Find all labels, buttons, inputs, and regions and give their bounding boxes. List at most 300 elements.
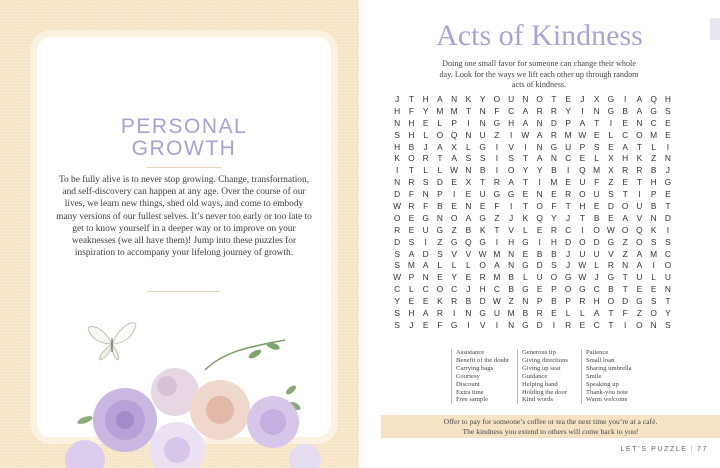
grid-letter[interactable]: G <box>493 117 501 128</box>
grid-letter[interactable]: T <box>622 272 628 283</box>
grid-letter[interactable]: F <box>494 105 500 116</box>
grid-letter[interactable]: E <box>608 212 614 223</box>
grid-letter[interactable]: N <box>650 212 657 223</box>
grid-letter[interactable]: W <box>492 296 501 307</box>
grid-letter[interactable]: T <box>437 153 443 164</box>
grid-letter[interactable]: T <box>551 94 557 104</box>
grid-letter[interactable]: S <box>394 260 400 271</box>
grid-letter[interactable]: O <box>536 94 543 104</box>
grid-letter[interactable]: M <box>650 129 658 140</box>
grid-letter[interactable]: O <box>664 260 672 271</box>
grid-letter[interactable]: S <box>394 129 400 140</box>
grid-letter[interactable]: N <box>636 117 643 128</box>
grid-letter[interactable]: V <box>451 248 457 259</box>
grid-letter[interactable]: O <box>436 129 444 140</box>
grid-letter[interactable]: A <box>536 129 543 140</box>
grid-letter[interactable]: W <box>478 248 487 259</box>
grid-letter[interactable]: H <box>550 236 557 247</box>
grid-letter[interactable]: A <box>408 248 415 259</box>
grid-letter[interactable]: B <box>522 308 529 319</box>
grid-letter[interactable]: O <box>607 296 615 307</box>
grid-letter[interactable]: T <box>622 284 628 295</box>
grid-letter[interactable]: H <box>479 284 486 295</box>
grid-letter[interactable]: W <box>521 129 530 140</box>
grid-letter[interactable]: N <box>422 189 429 200</box>
grid-letter[interactable]: V <box>636 212 643 223</box>
grid-letter[interactable]: T <box>636 141 642 152</box>
grid-letter[interactable]: Z <box>508 296 514 307</box>
grid-letter[interactable]: J <box>566 212 571 223</box>
grid-letter[interactable]: E <box>593 129 600 140</box>
grid-letter[interactable]: L <box>437 165 443 176</box>
grid-letter[interactable]: B <box>593 212 600 223</box>
grid-letter[interactable]: N <box>465 308 472 319</box>
grid-letter[interactable]: N <box>622 260 629 271</box>
grid-letter[interactable]: G <box>522 260 529 271</box>
grid-letter[interactable]: N <box>508 260 515 271</box>
grid-letter[interactable]: G <box>607 236 615 247</box>
grid-letter[interactable]: H <box>508 236 515 247</box>
grid-letter[interactable]: I <box>538 236 541 247</box>
grid-letter[interactable]: A <box>437 141 443 152</box>
grid-letter[interactable]: F <box>551 201 557 212</box>
grid-letter[interactable]: A <box>579 117 586 128</box>
grid-letter[interactable]: O <box>564 284 572 295</box>
grid-letter[interactable]: M <box>507 308 515 319</box>
grid-letter[interactable]: A <box>622 141 628 152</box>
grid-letter[interactable]: E <box>465 272 472 283</box>
grid-letter[interactable]: U <box>422 224 429 235</box>
grid-letter[interactable]: U <box>636 272 643 283</box>
grid-letter[interactable]: O <box>636 319 643 330</box>
grid-letter[interactable]: E <box>479 201 486 212</box>
grid-letter[interactable]: R <box>408 177 415 188</box>
grid-letter[interactable]: G <box>479 212 486 223</box>
grid-letter[interactable]: G <box>522 319 529 330</box>
grid-letter[interactable]: S <box>508 153 514 164</box>
grid-letter[interactable]: P <box>437 189 443 200</box>
grid-letter[interactable]: A <box>465 212 472 223</box>
grid-letter[interactable]: Q <box>465 236 472 247</box>
grid-letter[interactable]: I <box>524 141 527 152</box>
grid-letter[interactable]: Y <box>665 308 671 319</box>
grid-letter[interactable]: R <box>536 105 543 116</box>
grid-letter[interactable]: O <box>636 236 643 247</box>
grid-letter[interactable]: N <box>465 129 472 140</box>
grid-letter[interactable]: Z <box>608 177 614 188</box>
grid-letter[interactable]: L <box>594 260 599 271</box>
grid-letter[interactable]: W <box>578 272 587 283</box>
grid-letter[interactable]: R <box>493 177 500 188</box>
grid-letter[interactable]: E <box>422 296 429 307</box>
grid-letter[interactable]: B <box>608 284 614 295</box>
grid-letter[interactable]: G <box>479 308 486 319</box>
grid-letter[interactable]: Z <box>622 236 628 247</box>
grid-letter[interactable]: A <box>593 308 600 319</box>
grid-letter[interactable]: L <box>594 153 599 164</box>
grid-letter[interactable]: M <box>593 165 601 176</box>
grid-letter[interactable]: T <box>408 165 414 176</box>
grid-letter[interactable]: I <box>666 141 670 152</box>
grid-letter[interactable]: J <box>395 94 400 104</box>
grid-letter[interactable]: N <box>522 94 529 104</box>
grid-letter[interactable]: E <box>536 224 543 235</box>
grid-letter[interactable]: E <box>408 212 415 223</box>
grid-letter[interactable]: T <box>665 201 671 212</box>
grid-letter[interactable]: G <box>650 105 657 116</box>
grid-letter[interactable]: T <box>565 201 571 212</box>
grid-letter[interactable]: D <box>436 177 443 188</box>
grid-letter[interactable]: E <box>650 284 657 295</box>
grid-letter[interactable]: Y <box>522 165 529 176</box>
grid-letter[interactable]: N <box>436 212 443 223</box>
grid-letter[interactable]: N <box>465 201 472 212</box>
grid-letter[interactable]: V <box>508 224 514 235</box>
grid-letter[interactable]: N <box>664 284 671 295</box>
grid-letter[interactable]: W <box>578 129 587 140</box>
grid-letter[interactable]: W <box>606 224 615 235</box>
grid-letter[interactable]: C <box>650 117 657 128</box>
grid-letter[interactable]: A <box>522 105 529 116</box>
grid-letter[interactable]: F <box>594 177 600 188</box>
grid-letter[interactable]: H <box>650 177 657 188</box>
grid-letter[interactable]: T <box>480 177 486 188</box>
grid-letter[interactable]: D <box>622 296 629 307</box>
grid-letter[interactable]: P <box>551 284 557 295</box>
grid-letter[interactable]: T <box>608 319 614 330</box>
grid-letter[interactable]: O <box>536 201 543 212</box>
grid-letter[interactable]: A <box>622 212 628 223</box>
grid-letter[interactable]: F <box>622 308 628 319</box>
grid-letter[interactable]: J <box>409 319 414 330</box>
grid-letter[interactable]: R <box>394 224 401 235</box>
grid-letter[interactable]: Y <box>551 212 557 223</box>
grid-letter[interactable]: C <box>394 284 401 295</box>
grid-letter[interactable]: G <box>436 224 444 235</box>
grid-letter[interactable]: S <box>422 177 429 188</box>
grid-letter[interactable]: S <box>593 141 600 152</box>
grid-letter[interactable]: E <box>437 272 443 283</box>
grid-letter[interactable]: D <box>565 236 572 247</box>
grid-letter[interactable]: M <box>564 129 572 140</box>
grid-letter[interactable]: B <box>551 296 557 307</box>
grid-letter[interactable]: Y <box>451 272 457 283</box>
grid-letter[interactable]: S <box>437 248 443 259</box>
grid-letter[interactable]: L <box>409 284 414 295</box>
grid-letter[interactable]: G <box>636 296 643 307</box>
grid-letter[interactable]: I <box>652 260 655 271</box>
grid-letter[interactable]: O <box>579 236 586 247</box>
grid-letter[interactable]: C <box>493 284 500 295</box>
grid-letter[interactable]: R <box>436 308 443 319</box>
grid-letter[interactable]: G <box>607 94 615 104</box>
grid-letter[interactable]: A <box>636 248 643 259</box>
grid-letter[interactable]: Z <box>494 129 500 140</box>
grid-letter[interactable]: O <box>650 308 657 319</box>
grid-letter[interactable]: D <box>422 248 429 259</box>
grid-letter[interactable]: Z <box>494 212 500 223</box>
grid-letter[interactable]: X <box>608 165 614 176</box>
grid-letter[interactable]: A <box>636 105 643 116</box>
grid-letter[interactable]: R <box>607 260 614 271</box>
grid-letter[interactable]: J <box>509 212 514 223</box>
grid-letter[interactable]: E <box>579 319 586 330</box>
grid-letter[interactable]: T <box>608 308 614 319</box>
grid-letter[interactable]: B <box>465 296 472 307</box>
grid-letter[interactable]: R <box>579 296 586 307</box>
grid-letter[interactable]: L <box>523 272 528 283</box>
grid-letter[interactable]: S <box>394 308 400 319</box>
grid-letter[interactable]: R <box>565 189 572 200</box>
grid-letter[interactable]: R <box>565 319 572 330</box>
grid-letter[interactable]: M <box>650 248 658 259</box>
grid-letter[interactable]: U <box>479 129 486 140</box>
grid-letter[interactable]: H <box>422 94 429 104</box>
grid-letter[interactable]: B <box>408 141 415 152</box>
grid-letter[interactable]: I <box>638 189 641 200</box>
grid-letter[interactable]: B <box>650 165 657 176</box>
grid-letter[interactable]: I <box>609 117 613 128</box>
grid-letter[interactable]: I <box>538 177 541 188</box>
grid-letter[interactable]: A <box>422 308 429 319</box>
grid-letter[interactable]: C <box>664 248 671 259</box>
grid-letter[interactable]: D <box>593 236 600 247</box>
grid-letter[interactable]: D <box>394 189 401 200</box>
grid-letter[interactable]: Y <box>394 296 400 307</box>
grid-letter[interactable]: H <box>394 141 401 152</box>
grid-letter[interactable]: D <box>536 319 543 330</box>
grid-letter[interactable]: R <box>479 272 486 283</box>
grid-letter[interactable]: I <box>495 141 499 152</box>
grid-letter[interactable]: C <box>451 284 458 295</box>
grid-letter[interactable]: G <box>550 141 558 152</box>
grid-letter[interactable]: F <box>408 189 414 200</box>
grid-letter[interactable]: G <box>607 105 615 116</box>
grid-letter[interactable]: O <box>636 129 643 140</box>
grid-letter[interactable]: O <box>436 284 444 295</box>
grid-letter[interactable]: R <box>536 308 543 319</box>
grid-letter[interactable]: T <box>494 224 500 235</box>
grid-letter[interactable]: R <box>550 129 557 140</box>
grid-letter[interactable]: B <box>479 165 486 176</box>
grid-letter[interactable]: L <box>580 308 585 319</box>
grid-letter[interactable]: R <box>636 165 643 176</box>
grid-letter[interactable]: B <box>437 201 443 212</box>
grid-letter[interactable]: B <box>508 284 514 295</box>
grid-letter[interactable]: G <box>522 236 529 247</box>
grid-letter[interactable]: M <box>407 260 415 271</box>
grid-letter[interactable]: B <box>465 224 472 235</box>
grid-letter[interactable]: E <box>451 201 457 212</box>
grid-letter[interactable]: D <box>479 296 486 307</box>
grid-letter[interactable]: W <box>393 201 402 212</box>
grid-letter[interactable]: S <box>465 153 472 164</box>
grid-letter[interactable]: M <box>493 248 501 259</box>
grid-letter[interactable]: S <box>479 153 486 164</box>
grid-letter[interactable]: M <box>450 105 458 116</box>
grid-letter[interactable]: M <box>493 272 501 283</box>
grid-letter[interactable]: Z <box>437 236 443 247</box>
grid-letter[interactable]: Z <box>651 153 657 164</box>
grid-letter[interactable]: B <box>536 248 543 259</box>
grid-letter[interactable]: J <box>594 272 599 283</box>
grid-letter[interactable]: M <box>550 177 558 188</box>
grid-letter[interactable]: S <box>394 319 400 330</box>
grid-letter[interactable]: Y <box>536 165 543 176</box>
grid-letter[interactable]: Q <box>636 224 643 235</box>
grid-letter[interactable]: S <box>394 248 400 259</box>
grid-letter[interactable]: L <box>423 165 428 176</box>
grid-letter[interactable]: N <box>465 165 472 176</box>
grid-letter[interactable]: N <box>536 117 543 128</box>
grid-letter[interactable]: N <box>536 189 543 200</box>
grid-letter[interactable]: L <box>565 308 571 319</box>
grid-letter[interactable]: P <box>579 141 586 152</box>
grid-letter[interactable]: I <box>424 236 427 247</box>
grid-letter[interactable]: U <box>593 189 600 200</box>
grid-letter[interactable]: C <box>565 224 572 235</box>
grid-letter[interactable]: Z <box>636 308 642 319</box>
grid-letter[interactable]: I <box>495 319 499 330</box>
grid-letter[interactable]: U <box>579 177 586 188</box>
grid-letter[interactable]: H <box>508 117 515 128</box>
grid-letter[interactable]: T <box>579 212 585 223</box>
grid-letter[interactable]: J <box>580 94 585 104</box>
grid-letter[interactable]: I <box>623 94 627 104</box>
grid-letter[interactable]: K <box>479 224 486 235</box>
grid-letter[interactable]: V <box>479 319 486 330</box>
grid-letter[interactable]: F <box>423 201 429 212</box>
grid-letter[interactable]: Z <box>622 248 628 259</box>
grid-letter[interactable]: B <box>650 201 657 212</box>
grid-letter[interactable]: X <box>465 177 472 188</box>
grid-letter[interactable]: O <box>621 224 629 235</box>
grid-letter[interactable]: I <box>566 165 570 176</box>
grid-letter[interactable]: U <box>493 308 500 319</box>
grid-letter[interactable]: C <box>622 129 629 140</box>
grid-letter[interactable]: U <box>508 94 515 104</box>
grid-letter[interactable]: D <box>664 212 671 223</box>
grid-letter[interactable]: N <box>508 319 515 330</box>
grid-letter[interactable]: E <box>622 117 628 128</box>
grid-letter[interactable]: C <box>508 105 515 116</box>
grid-letter[interactable]: E <box>408 224 415 235</box>
grid-letter[interactable]: E <box>422 319 429 330</box>
grid-letter[interactable]: G <box>564 272 572 283</box>
grid-letter[interactable]: H <box>408 129 415 140</box>
grid-letter[interactable]: L <box>437 117 443 128</box>
grid-letter[interactable]: X <box>608 153 614 164</box>
grid-letter[interactable]: K <box>437 296 443 307</box>
grid-letter[interactable]: I <box>623 319 627 330</box>
grid-letter[interactable]: P <box>650 189 657 200</box>
grid-letter[interactable]: E <box>665 117 671 128</box>
grid-letter[interactable]: V <box>465 248 472 259</box>
grid-letter[interactable]: O <box>479 260 486 271</box>
grid-letter[interactable]: W <box>393 272 402 283</box>
grid-letter[interactable]: G <box>479 141 486 152</box>
grid-letter[interactable]: I <box>495 165 499 176</box>
grid-letter[interactable]: I <box>395 165 399 176</box>
grid-letter[interactable]: N <box>451 94 458 104</box>
grid-letter[interactable]: I <box>495 153 499 164</box>
grid-letter[interactable]: H <box>622 153 629 164</box>
grid-letter[interactable]: X <box>593 94 600 104</box>
grid-letter[interactable]: H <box>408 308 415 319</box>
grid-letter[interactable]: S <box>408 236 415 247</box>
grid-letter[interactable]: B <box>622 105 628 116</box>
grid-letter[interactable]: E <box>593 201 600 212</box>
grid-letter[interactable]: O <box>621 201 629 212</box>
grid-letter[interactable]: I <box>452 308 456 319</box>
grid-letter[interactable]: R <box>550 224 557 235</box>
grid-letter[interactable]: B <box>508 272 514 283</box>
grid-letter[interactable]: U <box>565 141 572 152</box>
grid-letter[interactable]: I <box>495 236 499 247</box>
grid-letter[interactable]: L <box>466 260 471 271</box>
grid-letter[interactable]: G <box>507 189 515 200</box>
grid-letter[interactable]: T <box>522 201 528 212</box>
grid-letter[interactable]: U <box>579 248 586 259</box>
grid-letter[interactable]: Y <box>479 94 486 104</box>
grid-letter[interactable]: W <box>450 165 459 176</box>
grid-letter[interactable]: A <box>636 94 643 104</box>
grid-letter[interactable]: T <box>465 105 471 116</box>
grid-letter[interactable]: P <box>565 117 571 128</box>
grid-letter[interactable]: C <box>565 153 572 164</box>
grid-letter[interactable]: V <box>508 141 514 152</box>
grid-letter[interactable]: E <box>579 153 586 164</box>
grid-letter[interactable]: K <box>465 94 472 104</box>
grid-letter[interactable]: O <box>579 189 586 200</box>
grid-letter[interactable]: O <box>450 212 458 223</box>
grid-letter[interactable]: T <box>522 153 528 164</box>
grid-letter[interactable]: N <box>593 105 600 116</box>
grid-letter[interactable]: G <box>607 272 615 283</box>
grid-letter[interactable]: R <box>408 201 415 212</box>
grid-letter[interactable]: O <box>393 212 401 223</box>
grid-letter[interactable]: L <box>466 141 471 152</box>
grid-letter[interactable]: N <box>422 272 429 283</box>
grid-letter[interactable]: N <box>550 153 557 164</box>
grid-letter[interactable]: R <box>622 165 629 176</box>
grid-letter[interactable]: G <box>579 284 586 295</box>
grid-letter[interactable]: L <box>437 260 443 271</box>
grid-letter[interactable]: K <box>636 153 643 164</box>
grid-letter[interactable]: M <box>436 105 444 116</box>
grid-letter[interactable]: P <box>408 272 415 283</box>
grid-letter[interactable]: E <box>536 284 543 295</box>
grid-letter[interactable]: U <box>664 272 671 283</box>
grid-letter[interactable]: N <box>394 117 401 128</box>
grid-letter[interactable]: N <box>479 117 486 128</box>
grid-letter[interactable]: A <box>451 153 457 164</box>
grid-letter[interactable]: N <box>650 319 657 330</box>
grid-letter[interactable]: P <box>536 296 543 307</box>
grid-letter[interactable]: N <box>522 296 529 307</box>
grid-letter[interactable]: J <box>466 284 471 295</box>
grid-letter[interactable]: A <box>522 117 529 128</box>
grid-letter[interactable]: I <box>467 319 470 330</box>
grid-letter[interactable]: E <box>522 189 529 200</box>
grid-letter[interactable]: U <box>593 248 600 259</box>
grid-letter[interactable]: O <box>507 165 515 176</box>
grid-letter[interactable]: H <box>579 201 586 212</box>
grid-letter[interactable]: W <box>578 260 587 271</box>
grid-letter[interactable]: X <box>451 141 457 152</box>
grid-letter[interactable]: B <box>551 248 557 259</box>
grid-letter[interactable]: G <box>450 236 458 247</box>
